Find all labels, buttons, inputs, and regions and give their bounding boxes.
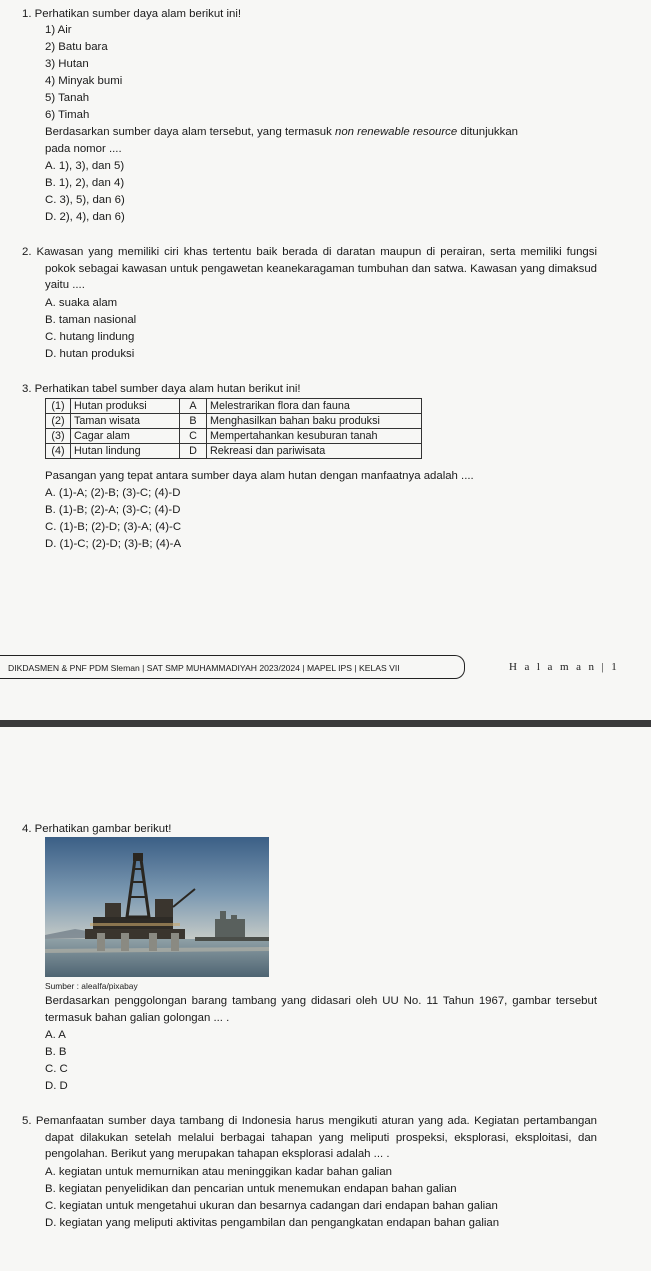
image-credit: Sumber : aleaIfa/pixabay: [45, 981, 138, 991]
q3-option-a[interactable]: A. (1)-A; (2)-B; (3)-C; (4)-D: [45, 487, 181, 499]
table-cell-name: Hutan produksi: [71, 399, 180, 414]
table-cell-name: Hutan lindung: [71, 444, 180, 459]
page-footer: DIKDASMEN & PNF PDM Sleman | SAT SMP MUHAMMADIYAH 2023/2024 | MAPEL IPS | KELAS VII: [0, 655, 465, 679]
q1-option-d[interactable]: D. 2), 4), dan 6): [45, 211, 125, 223]
q1-title: 1. Perhatikan sumber daya alam berikut ini!: [22, 8, 242, 20]
table-cell-letter: C: [180, 429, 207, 444]
q3-option-b[interactable]: B. (1)-B; (2)-A; (3)-C; (4)-D: [45, 504, 181, 516]
q5-option-c[interactable]: C. kegiatan untuk mengetahui ukuran dan besarnya cadangan dari endapan bahan galian: [45, 1200, 498, 1212]
q3-title: 3. Perhatikan tabel sumber daya alam hutan berikut ini!: [22, 383, 301, 395]
q1-question-line2: pada nomor ....: [45, 143, 122, 155]
q4-option-c[interactable]: C. C: [45, 1063, 68, 1075]
q2-option-b[interactable]: B. taman nasional: [45, 314, 137, 326]
q1-item-4: 4) Minyak bumi: [45, 75, 123, 87]
q5-option-b[interactable]: B. kegiatan penyelidikan dan pencarian untuk menemukan endapan bahan galian: [45, 1183, 457, 1195]
q1-option-c[interactable]: C. 3), 5), dan 6): [45, 194, 125, 206]
table-row: [46, 429, 422, 444]
q2-question: 2. Kawasan yang memiliki ciri khas tertentu baik berada di daratan maupun di perairan, serta memiliki fungsi pokok sebagai kawasan untuk pengawetan keanekaragaman tumbuhan dan satwa. Kawasan yang dimaksud yaitu ....: [22, 246, 597, 292]
table-cell-letter: A: [180, 399, 207, 414]
q5-question: 5. Pemanfaatan sumber daya tambang di Indonesia harus mengikuti aturan yang ada. Kegiatan pertambangan dapat dilakukan setelah melalui berbagai tahapan yang meliputi prospeksi, eksplorasi, eksploitasi, dan pengolahan. Berikut yang merupakan tahapan eksplorasi adalah ... .: [22, 1115, 597, 1161]
q2-option-c[interactable]: C. hutang lindung: [45, 331, 135, 343]
table-cell-description: Melestrarikan flora dan fauna: [207, 399, 422, 414]
q3-option-d[interactable]: D. (1)-C; (2)-D; (3)-B; (4)-A: [45, 538, 182, 550]
table-cell-letter: D: [180, 444, 207, 459]
q4-question: Berdasarkan penggolongan barang tambang yang didasari oleh UU No. 11 Tahun 1967, gambar tersebut termasuk bahan galian golongan ... .: [45, 995, 597, 1024]
q1-question-line1: Berdasarkan sumber daya alam tersebut, yang termasuk non renewable resource ditunjukkan: [45, 126, 518, 138]
q4-option-b[interactable]: B. B: [45, 1046, 67, 1058]
oil-rig-photo: [45, 837, 269, 977]
q1-item-2: 2) Batu bara: [45, 41, 108, 53]
table-cell-number: (1): [46, 399, 71, 414]
page-number: H a l a m a n | 1: [509, 661, 620, 673]
q4-option-a[interactable]: A. A: [45, 1029, 66, 1041]
table-cell-description: Menghasilkan bahan baku produksi: [207, 414, 422, 429]
table-row: [46, 399, 422, 414]
q5-option-a[interactable]: A. kegiatan untuk memurnikan atau meninggikan kadar bahan galian: [45, 1166, 393, 1178]
table-cell-description: Rekreasi dan pariwisata: [207, 444, 422, 459]
q4-title: 4. Perhatikan gambar berikut!: [22, 823, 172, 835]
q1-item-3: 3) Hutan: [45, 58, 89, 70]
q2-option-d[interactable]: D. hutan produksi: [45, 348, 135, 360]
q5-option-d[interactable]: D. kegiatan yang meliputi aktivitas pengambilan dan pengangkatan endapan bahan galian: [45, 1217, 500, 1229]
table-cell-number: (3): [46, 429, 71, 444]
q1-item-5: 5) Tanah: [45, 92, 90, 104]
forest-resource-table: [45, 398, 422, 459]
page-separator: [0, 720, 651, 727]
table-cell-number: (4): [46, 444, 71, 459]
q2-option-a[interactable]: A. suaka alam: [45, 297, 118, 309]
q4-option-d[interactable]: D. D: [45, 1080, 68, 1092]
table-cell-letter: B: [180, 414, 207, 429]
table-row: [46, 444, 422, 459]
q1-item-1: 1) Air: [45, 24, 72, 36]
table-cell-name: Taman wisata: [71, 414, 180, 429]
table-cell-name: Cagar alam: [71, 429, 180, 444]
table-cell-number: (2): [46, 414, 71, 429]
q3-question: Pasangan yang tepat antara sumber daya alam hutan dengan manfaatnya adalah ....: [45, 470, 474, 482]
q3-option-c[interactable]: C. (1)-B; (2)-D; (3)-A; (4)-C: [45, 521, 182, 533]
table-row: [46, 414, 422, 429]
table-cell-description: Mempertahankan kesuburan tanah: [207, 429, 422, 444]
q1-option-a[interactable]: A. 1), 3), dan 5): [45, 160, 125, 172]
q1-option-b[interactable]: B. 1), 2), dan 4): [45, 177, 125, 189]
q1-item-6: 6) Timah: [45, 109, 90, 121]
